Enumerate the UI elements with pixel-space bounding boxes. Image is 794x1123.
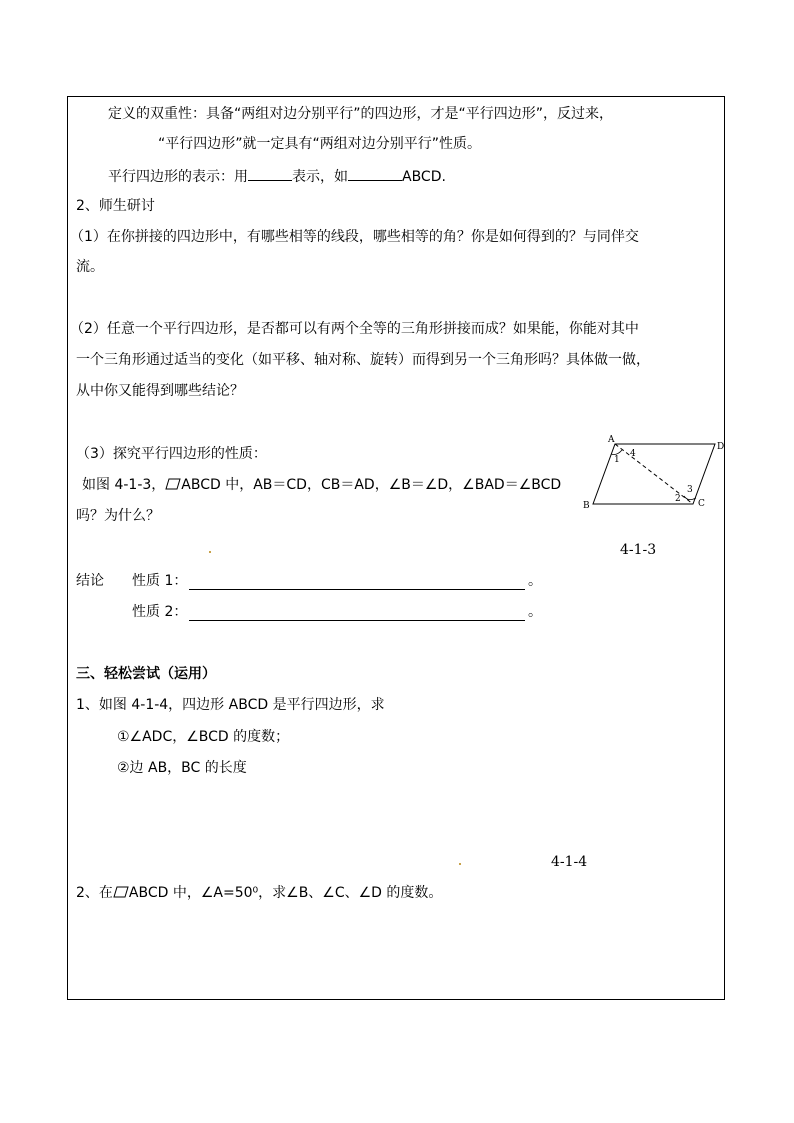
- research-heading: 2、师生研讨: [76, 198, 155, 214]
- angle-3-label: 3: [687, 485, 693, 495]
- angle-4-label: 4: [630, 449, 636, 459]
- practice-2-line: [76, 884, 442, 902]
- notation-blank-1[interactable]: [248, 166, 292, 181]
- figure-4-1-3: [578, 432, 728, 514]
- q1-line-2: 流。: [76, 259, 104, 275]
- practice-2-text-b: ABCD 中，∠A=50⁰，求∠B、∠C、∠D 的度数。: [128, 885, 443, 901]
- conclusion-label: 结论: [76, 573, 104, 589]
- property-1-period: 。: [528, 573, 542, 589]
- angle-1-label: 1: [614, 455, 620, 465]
- notation-line: [108, 166, 446, 186]
- property-2-period: 。: [528, 604, 542, 620]
- definition-line-2: “平行四边形”就一定具有“两组对边分别平行”性质。: [158, 136, 482, 152]
- definition-line-1: 定义的双重性：具备“两组对边分别平行”的四边形，才是“平行四边形”，反过来，: [108, 106, 614, 122]
- practice-1-item-1: ①∠ADC，∠BCD 的度数；: [117, 729, 290, 745]
- property-1-blank[interactable]: [189, 589, 525, 590]
- property-2-label: 性质 2：: [132, 604, 188, 620]
- notation-text-b: 表示，如: [292, 169, 348, 185]
- stray-dot: [209, 551, 211, 553]
- stray-dot: [459, 863, 461, 865]
- q2-line-2: 一个三角形通过适当的变化（如平移、轴对称、旋转）而得到另一个三角形吗？具体做一做，: [76, 352, 650, 368]
- practice-2-text-a: 2、在: [76, 885, 113, 901]
- q3-line-2: [82, 476, 561, 494]
- q1-line-1: （1）在你拼接的四边形中，有哪些相等的线段，哪些相等的角？你是如何得到的？与同伴交: [70, 229, 639, 245]
- practice-heading: 三、轻松尝试（运用）: [76, 666, 216, 682]
- q3-line-1: （3）探究平行四边形的性质：: [76, 446, 267, 462]
- q2-line-3: 从中你又能得到哪些结论？: [76, 383, 244, 399]
- property-1-label: 性质 1：: [132, 573, 188, 589]
- practice-1-line: 1、如图 4-1-4，四边形 ABCD 是平行四边形，求: [76, 697, 385, 713]
- diagonal-ac: [615, 444, 693, 504]
- angle-2-label: 2: [675, 494, 681, 504]
- q2-line-1: （2）任意一个平行四边形，是否都可以有两个全等的三角形拼接而成？如果能，你能对其中: [70, 321, 639, 337]
- notation-text-a: 平行四边形的表示：用: [108, 169, 248, 185]
- practice-1-item-2: ②边 AB，BC 的长度: [117, 760, 247, 776]
- parallelogram-symbol-icon: [165, 478, 181, 490]
- q3-text-a: 如图 4-1-3，: [82, 477, 166, 493]
- parallelogram-symbol-icon: [113, 886, 129, 898]
- label-c: C: [698, 499, 705, 509]
- q3-line-3: 吗？为什么？: [76, 508, 160, 524]
- label-b: B: [583, 501, 590, 511]
- figure-caption-4-1-4: 4-1-4: [551, 854, 588, 870]
- figure-caption-4-1-3: 4-1-3: [620, 542, 657, 558]
- notation-blank-2[interactable]: [348, 166, 402, 181]
- label-a: A: [608, 435, 615, 445]
- q3-text-b: ABCD 中，AB＝CD，CB＝AD，∠B＝∠D，∠BAD＝∠BCD: [181, 477, 562, 493]
- notation-text-c: ABCD.: [402, 169, 446, 185]
- label-d: D: [717, 442, 725, 452]
- property-2-blank[interactable]: [189, 620, 525, 621]
